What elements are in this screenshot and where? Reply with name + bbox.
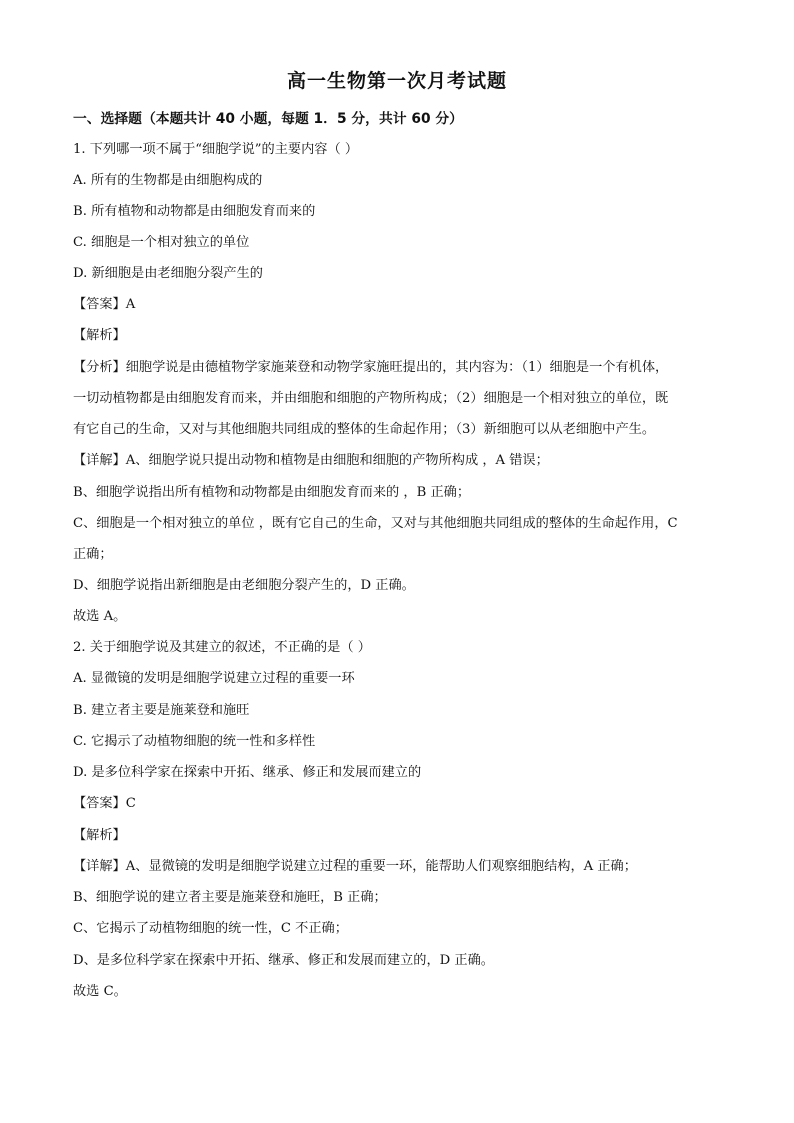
- question-2-detail-line: C、它揭示了动植物细胞的统一性，C 不正确；: [73, 921, 348, 936]
- question-1-conclusion: 故选 A。: [73, 609, 127, 624]
- question-2-detail-line: 【详解】A、显微镜的发明是细胞学说建立过程的重要一环，能帮助人们观察细胞结构，A 正确；: [73, 859, 637, 874]
- question-1-detail-line: B、细胞学说指出所有植物和动物都是由细胞发育而来的 ，B 正确；: [73, 485, 471, 500]
- question-2-option-c: C. 它揭示了动植物细胞的统一性和多样性: [73, 734, 316, 749]
- question-2-stem: 2. 关于细胞学说及其建立的叙述，不正确的是（ ）: [73, 640, 371, 655]
- question-2-answer: 【答案】C: [73, 796, 136, 811]
- question-1-analysis-line: 一切动植物都是由细胞发育而来，并由细胞和细胞的产物所构成；（2）细胞是一个相对独立的单位，既: [73, 391, 669, 406]
- question-2-option-a: A. 显微镜的发明是细胞学说建立过程的重要一环: [73, 671, 355, 686]
- section-heading: 一、选择题（本题共计 40 小题，每题 1．5 分，共计 60 分）: [73, 111, 463, 127]
- question-1-analysis-line: 有它自己的生命，又对与其他细胞共同组成的整体的生命起作用；（3）新细胞可以从老细胞中产生。: [73, 422, 656, 437]
- question-2-option-d: D. 是多位科学家在探索中开拓、继承、修正和发展而建立的: [73, 765, 422, 780]
- question-1-detail-line: D、细胞学说指出新细胞是由老细胞分裂产生的，D 正确。: [73, 578, 415, 593]
- question-1-option-c: C. 细胞是一个相对独立的单位: [73, 235, 250, 250]
- question-1-detail-line: 【详解】A、细胞学说只提出动物和植物是由细胞和细胞的产物所构成 ，A 错误；: [73, 453, 549, 468]
- question-1-explanation-heading: 【解析】: [73, 328, 126, 343]
- question-2-option-b: B. 建立者主要是施莱登和施旺: [73, 703, 250, 718]
- question-2-explanation-heading: 【解析】: [73, 828, 126, 843]
- question-1-option-a: A. 所有的生物都是由细胞构成的: [73, 173, 263, 188]
- question-1-stem: 1. 下列哪一项不属于“细胞学说”的主要内容（ ）: [73, 142, 359, 157]
- question-2-detail-line: B、细胞学说的建立者主要是施莱登和施旺，B 正确；: [73, 890, 387, 905]
- question-1-answer: 【答案】A: [73, 297, 136, 312]
- question-1-option-d: D. 新细胞是由老细胞分裂产生的: [73, 266, 263, 281]
- question-2-detail-line: D、是多位科学家在探索中开拓、继承、修正和发展而建立的，D 正确。: [73, 953, 494, 968]
- question-1-detail-line: 正确；: [73, 547, 113, 562]
- question-1-analysis-line: 【分析】细胞学说是由德植物学家施莱登和动物学家施旺提出的，其内容为：（1）细胞是一个有机体，: [73, 360, 669, 375]
- question-1-option-b: B. 所有植物和动物都是由细胞发育而来的: [73, 204, 316, 219]
- page-title: 高一生物第一次月考试题: [286, 70, 507, 92]
- question-2-conclusion: 故选 C。: [73, 984, 127, 999]
- question-1-detail-line: C、细胞是一个相对独立的单位 ，既有它自己的生命，又对与其他细胞共同组成的整体的生命起作用，C: [73, 516, 678, 531]
